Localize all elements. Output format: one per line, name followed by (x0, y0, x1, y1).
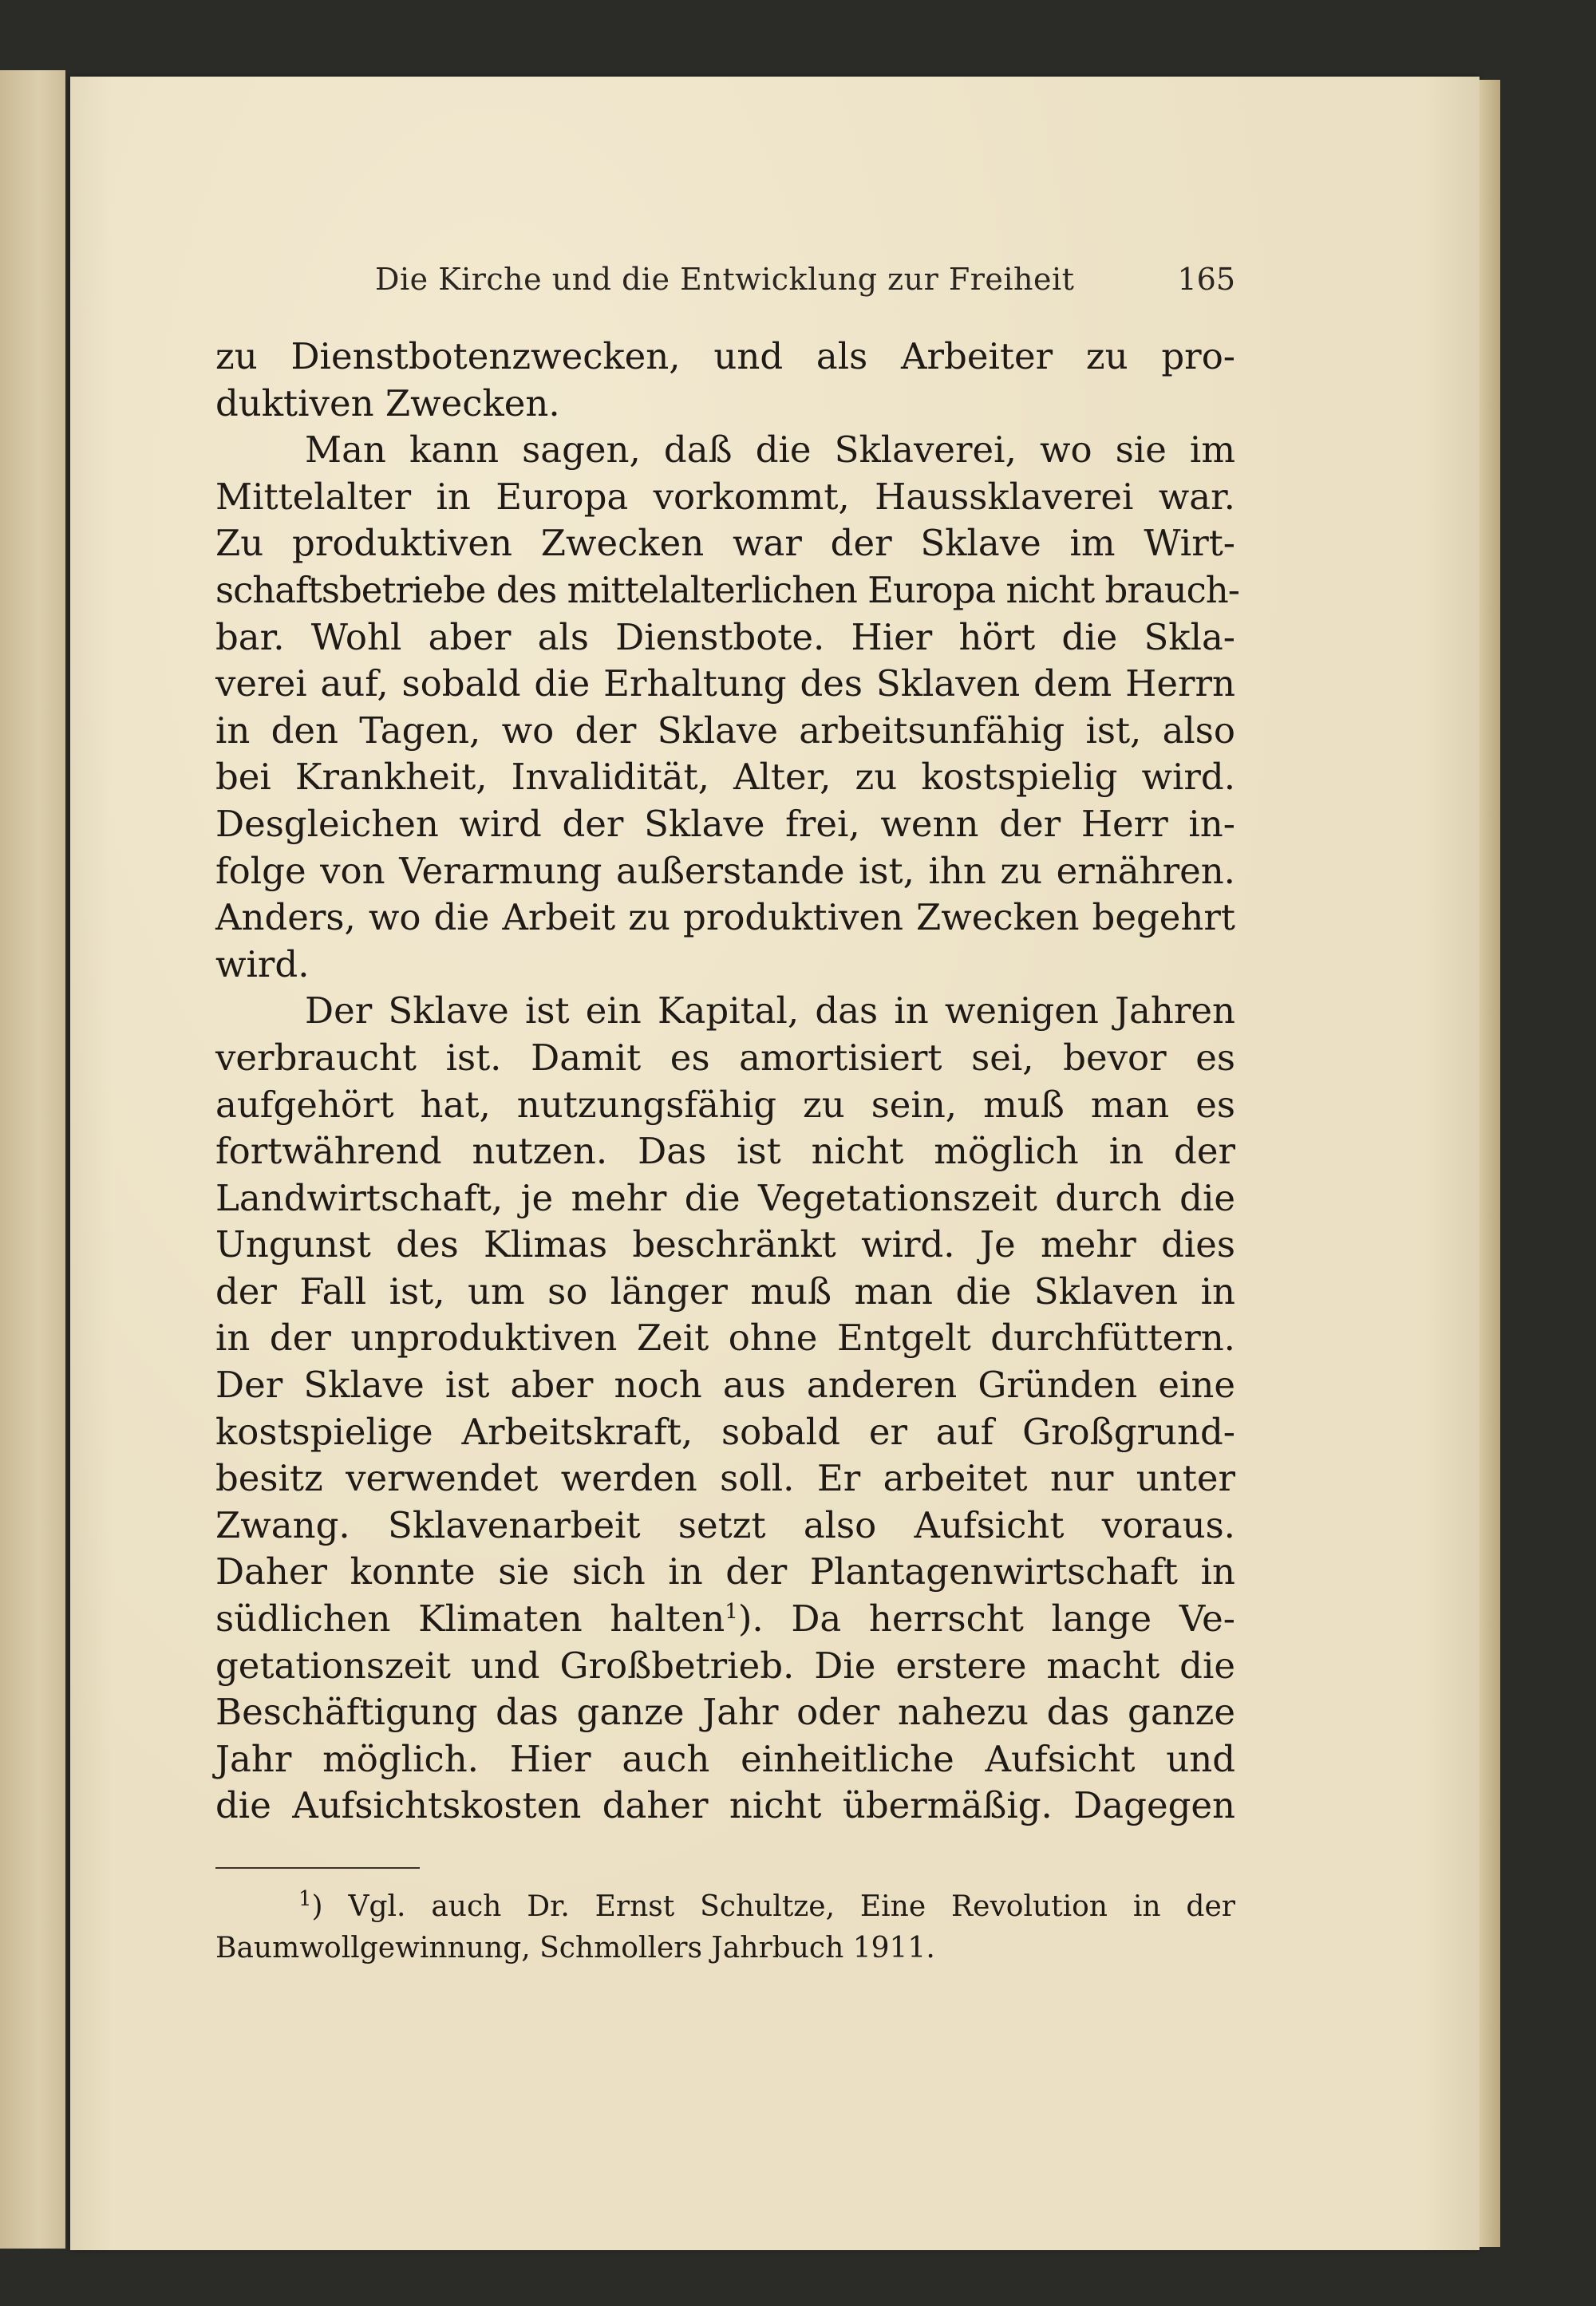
text-line: die Aufsichtskosten daher nicht übermäßig. Dagegen (215, 1784, 1235, 1827)
text-line: folge von Verarmung außerstande ist, ihn zu ernähren. (215, 849, 1235, 892)
page-number: 165 (1177, 262, 1235, 297)
text-line: Daher konnte sie sich in der Plantagenwirtschaft in (215, 1550, 1235, 1593)
text-segment: südlichen Klimaten halten (215, 1597, 725, 1641)
text-line: Beschäftigung das ganze Jahr oder nahezu das ganze (215, 1691, 1235, 1734)
adjacent-page-edge (0, 70, 65, 2249)
text-line: verbraucht ist. Damit es amortisiert sei, bevor es (215, 1036, 1235, 1079)
body-text (215, 334, 1239, 1830)
footnote (215, 1886, 1235, 1969)
text-line: besitz verwendet werden soll. Er arbeitet nur unter (215, 1457, 1235, 1500)
text-line: fortwährend nutzen. Das ist nicht möglich in der (215, 1130, 1235, 1173)
text-line: Mittelalter in Europa vorkommt, Haussklaverei war. (215, 475, 1235, 518)
text-line: Jahr möglich. Hier auch einheitliche Aufsicht und (215, 1737, 1235, 1780)
footnote-line (215, 1886, 1235, 1928)
text-line: in den Tagen, wo der Sklave arbeitsunfähig ist, also (215, 709, 1235, 752)
running-head (215, 262, 1235, 310)
text-line: schaftsbetriebe des mittelalterlichen Europa nicht brauch- (215, 568, 1239, 611)
footnote-text: ) Vgl. auch Dr. Ernst Schultze, Eine Revolution in der (311, 1890, 1235, 1923)
footnote-divider (215, 1867, 420, 1869)
page-stack-edge (1479, 80, 1500, 2247)
text-line: kostspielige Arbeitskraft, sobald er auf Großgrund- (215, 1410, 1235, 1453)
text-line: Der Sklave ist ein Kapital, das in wenigen Jahren (305, 989, 1235, 1033)
text-line: bar. Wohl aber als Dienstbote. Hier hört die Skla- (215, 615, 1235, 658)
footnote-number: 1 (298, 1887, 312, 1911)
text-line-with-footnote (215, 1596, 1235, 1643)
text-line: aufgehört hat, nutzungsfähig zu sein, muß man es (215, 1083, 1235, 1126)
text-line: Man kann sagen, daß die Sklaverei, wo sie im (305, 428, 1235, 472)
text-line: in der unproduktiven Zeit ohne Entgelt durchfüttern. (215, 1317, 1235, 1360)
text-line: der Fall ist, um so länger muß man die Sklaven in (215, 1269, 1235, 1313)
text-line: bei Krankheit, Invalidität, Alter, zu kostspielig wird. (215, 756, 1235, 799)
text-line: Ungunst des Klimas beschränkt wird. Je mehr dies (215, 1223, 1235, 1266)
text-line: Der Sklave ist aber noch aus anderen Gründen eine (215, 1364, 1235, 1407)
text-line: Desgleichen wird der Sklave frei, wenn der Herr in- (215, 802, 1235, 845)
text-line: wird. (215, 942, 310, 985)
text-line: duktiven Zwecken. (215, 381, 560, 424)
text-line: zu Dienstbotenzwecken, und als Arbeiter zu pro- (215, 335, 1235, 377)
text-line: Landwirtschaft, je mehr die Vegetationszeit durch die (215, 1176, 1235, 1219)
footnote-marker: 1 (725, 1600, 738, 1625)
text-line: getationszeit und Großbetrieb. Die erstere macht die (215, 1644, 1235, 1687)
text-line: Zu produktiven Zwecken war der Sklave im Wirt- (215, 522, 1235, 565)
running-head-title: Die Kirche und die Entwicklung zur Freiheit (375, 262, 1075, 297)
text-line: verei auf, sobald die Erhaltung des Sklaven dem Herrn (215, 662, 1235, 705)
footnote-line: Baumwollgewinnung, Schmollers Jahrbuch 1911. (215, 1932, 935, 1964)
text-line: Anders, wo die Arbeit zu produktiven Zwecken begehrt (215, 896, 1235, 939)
text-segment: ). Da herrscht lange Ve- (737, 1597, 1236, 1641)
text-line: Zwang. Sklavenarbeit setzt also Aufsicht voraus. (215, 1503, 1235, 1546)
